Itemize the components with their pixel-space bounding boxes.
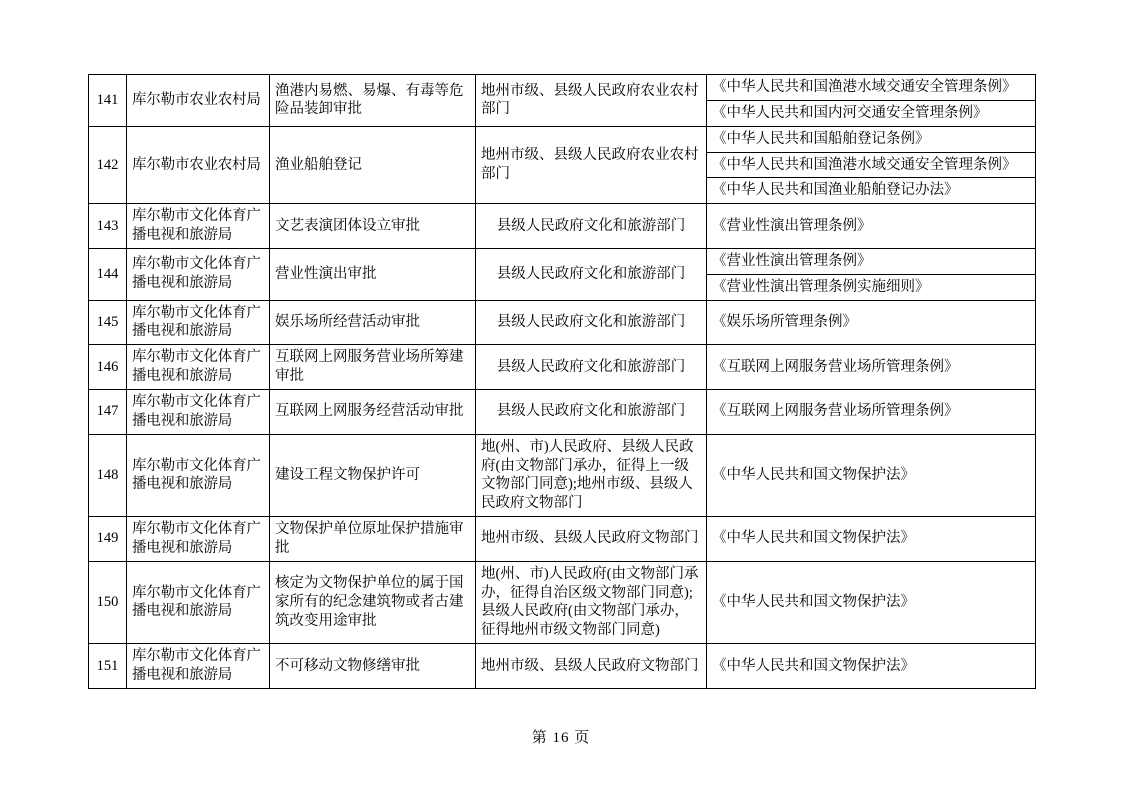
row-item-name: 渔港内易燃、易爆、有毒等危险品装卸审批 [270, 75, 476, 127]
table-body [89, 75, 1036, 689]
row-department: 县级人民政府文化和旅游部门 [476, 248, 707, 300]
table-row [89, 345, 1036, 390]
row-department: 县级人民政府文化和旅游部门 [476, 389, 707, 434]
row-organization: 库尔勒市文化体育广播电视和旅游局 [127, 389, 270, 434]
row-number: 145 [89, 300, 127, 345]
row-department: 地(州、市)人民政府、县级人民政府(由文物部门承办，征得上一级文物部门同意);地州市级、县级人民政府文物部门 [476, 434, 707, 516]
row-legal-basis: 《中华人民共和国船舶登记条例》 [707, 126, 1036, 152]
table-row [89, 75, 1036, 101]
row-item-name: 娱乐场所经营活动审批 [270, 300, 476, 345]
table-row [89, 517, 1036, 562]
row-organization: 库尔勒市文化体育广播电视和旅游局 [127, 300, 270, 345]
row-legal-basis: 《营业性演出管理条例实施细则》 [707, 274, 1036, 300]
row-legal-basis: 《营业性演出管理条例》 [707, 204, 1036, 249]
row-department: 地州市级、县级人民政府文物部门 [476, 644, 707, 689]
row-item-name: 文艺表演团体设立审批 [270, 204, 476, 249]
row-organization: 库尔勒市文化体育广播电视和旅游局 [127, 345, 270, 390]
row-organization: 库尔勒市文化体育广播电视和旅游局 [127, 434, 270, 516]
row-organization: 库尔勒市文化体育广播电视和旅游局 [127, 644, 270, 689]
row-organization: 库尔勒市文化体育广播电视和旅游局 [127, 204, 270, 249]
table-row [89, 248, 1036, 274]
table-row [89, 204, 1036, 249]
row-legal-basis: 《中华人民共和国文物保护法》 [707, 434, 1036, 516]
row-item-name: 营业性演出审批 [270, 248, 476, 300]
row-legal-basis: 《中华人民共和国内河交通安全管理条例》 [707, 100, 1036, 126]
row-legal-basis: 《互联网上网服务营业场所管理条例》 [707, 389, 1036, 434]
row-number: 144 [89, 248, 127, 300]
row-department: 地(州、市)人民政府(由文物部门承办，征得自治区级文物部门同意);县级人民政府(由文物部门承办，征得地州市级文物部门同意) [476, 561, 707, 643]
row-department: 地州市级、县级人民政府文物部门 [476, 517, 707, 562]
row-item-name: 不可移动文物修缮审批 [270, 644, 476, 689]
row-number: 146 [89, 345, 127, 390]
permit-list-table-wrapper [88, 74, 1035, 689]
row-legal-basis: 《营业性演出管理条例》 [707, 248, 1036, 274]
row-legal-basis: 《中华人民共和国文物保护法》 [707, 517, 1036, 562]
row-number: 147 [89, 389, 127, 434]
row-number: 149 [89, 517, 127, 562]
table-row [89, 644, 1036, 689]
row-legal-basis: 《中华人民共和国渔业船舶登记办法》 [707, 178, 1036, 204]
row-organization: 库尔勒市文化体育广播电视和旅游局 [127, 561, 270, 643]
page-footer: 第 16 页 [531, 730, 591, 746]
row-department: 地州市级、县级人民政府农业农村部门 [476, 126, 707, 204]
permit-list-table [88, 74, 1036, 689]
row-department: 地州市级、县级人民政府农业农村部门 [476, 75, 707, 127]
row-item-name: 互联网上网服务经营活动审批 [270, 389, 476, 434]
row-number: 142 [89, 126, 127, 204]
row-number: 141 [89, 75, 127, 127]
table-row [89, 126, 1036, 152]
table-row [89, 561, 1036, 643]
row-organization: 库尔勒市农业农村局 [127, 126, 270, 204]
row-legal-basis: 《中华人民共和国渔港水域交通安全管理条例》 [707, 75, 1036, 101]
row-number: 148 [89, 434, 127, 516]
row-item-name: 互联网上网服务营业场所筹建审批 [270, 345, 476, 390]
row-item-name: 核定为文物保护单位的属于国家所有的纪念建筑物或者古建筑改变用途审批 [270, 561, 476, 643]
row-item-name: 文物保护单位原址保护措施审批 [270, 517, 476, 562]
row-legal-basis: 《娱乐场所管理条例》 [707, 300, 1036, 345]
row-item-name: 渔业船舶登记 [270, 126, 476, 204]
row-organization: 库尔勒市农业农村局 [127, 75, 270, 127]
row-number: 151 [89, 644, 127, 689]
row-legal-basis: 《中华人民共和国文物保护法》 [707, 644, 1036, 689]
row-number: 143 [89, 204, 127, 249]
row-department: 县级人民政府文化和旅游部门 [476, 204, 707, 249]
row-organization: 库尔勒市文化体育广播电视和旅游局 [127, 248, 270, 300]
row-legal-basis: 《中华人民共和国渔港水域交通安全管理条例》 [707, 152, 1036, 178]
row-department: 县级人民政府文化和旅游部门 [476, 345, 707, 390]
row-item-name: 建设工程文物保护许可 [270, 434, 476, 516]
row-legal-basis: 《中华人民共和国文物保护法》 [707, 561, 1036, 643]
row-number: 150 [89, 561, 127, 643]
row-department: 县级人民政府文化和旅游部门 [476, 300, 707, 345]
table-row [89, 389, 1036, 434]
table-row [89, 300, 1036, 345]
table-row [89, 434, 1036, 516]
row-organization: 库尔勒市文化体育广播电视和旅游局 [127, 517, 270, 562]
row-legal-basis: 《互联网上网服务营业场所管理条例》 [707, 345, 1036, 390]
